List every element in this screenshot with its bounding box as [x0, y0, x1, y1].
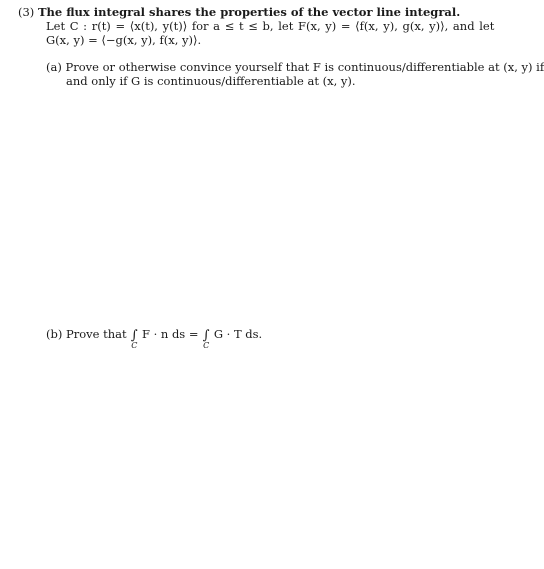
part-a-text-2: and only if G is continuous/differentiable at (x, y).: [66, 74, 356, 88]
part-b-lhs: F · n ds =: [141, 327, 199, 341]
part-b-prefix: Prove that: [66, 327, 127, 341]
problem-definition-text-2: G(x, y) = ⟨−g(x, y), f(x, y)⟩.: [46, 33, 202, 47]
lhs-integral: [130, 327, 138, 350]
part-b-line: [46, 327, 263, 350]
integral-subscript: C: [131, 341, 138, 350]
integral-subscript-2: C: [203, 341, 210, 350]
problem-definition-text: Let C : r(t) = ⟨x(t), y(t)⟩ for a ≤ t ≤ b, let F(x, y) = ⟨f(x, y), g(x, y)⟩, and let: [46, 19, 495, 33]
problem-title: The flux integral shares the properties of the vector line integral.: [37, 5, 461, 19]
problem-heading: [18, 5, 460, 19]
part-b-rhs: G · T ds.: [213, 327, 263, 341]
problem-definition-line: [46, 19, 494, 33]
part-a-text-1: Prove or otherwise convince yourself that F is continuous/differentiable at (x, y) if: [65, 60, 544, 74]
part-a-line-1: [46, 60, 544, 74]
integral-sign: ∫: [130, 328, 138, 343]
rhs-integral: [202, 327, 210, 350]
part-b-label: (b): [46, 327, 63, 341]
part-a-label: (a): [46, 60, 62, 74]
problem-definition-line-2: [46, 33, 201, 47]
integral-sign-2: ∫: [202, 328, 210, 343]
part-a-line-2: [66, 74, 356, 88]
problem-number: (3): [18, 5, 35, 19]
